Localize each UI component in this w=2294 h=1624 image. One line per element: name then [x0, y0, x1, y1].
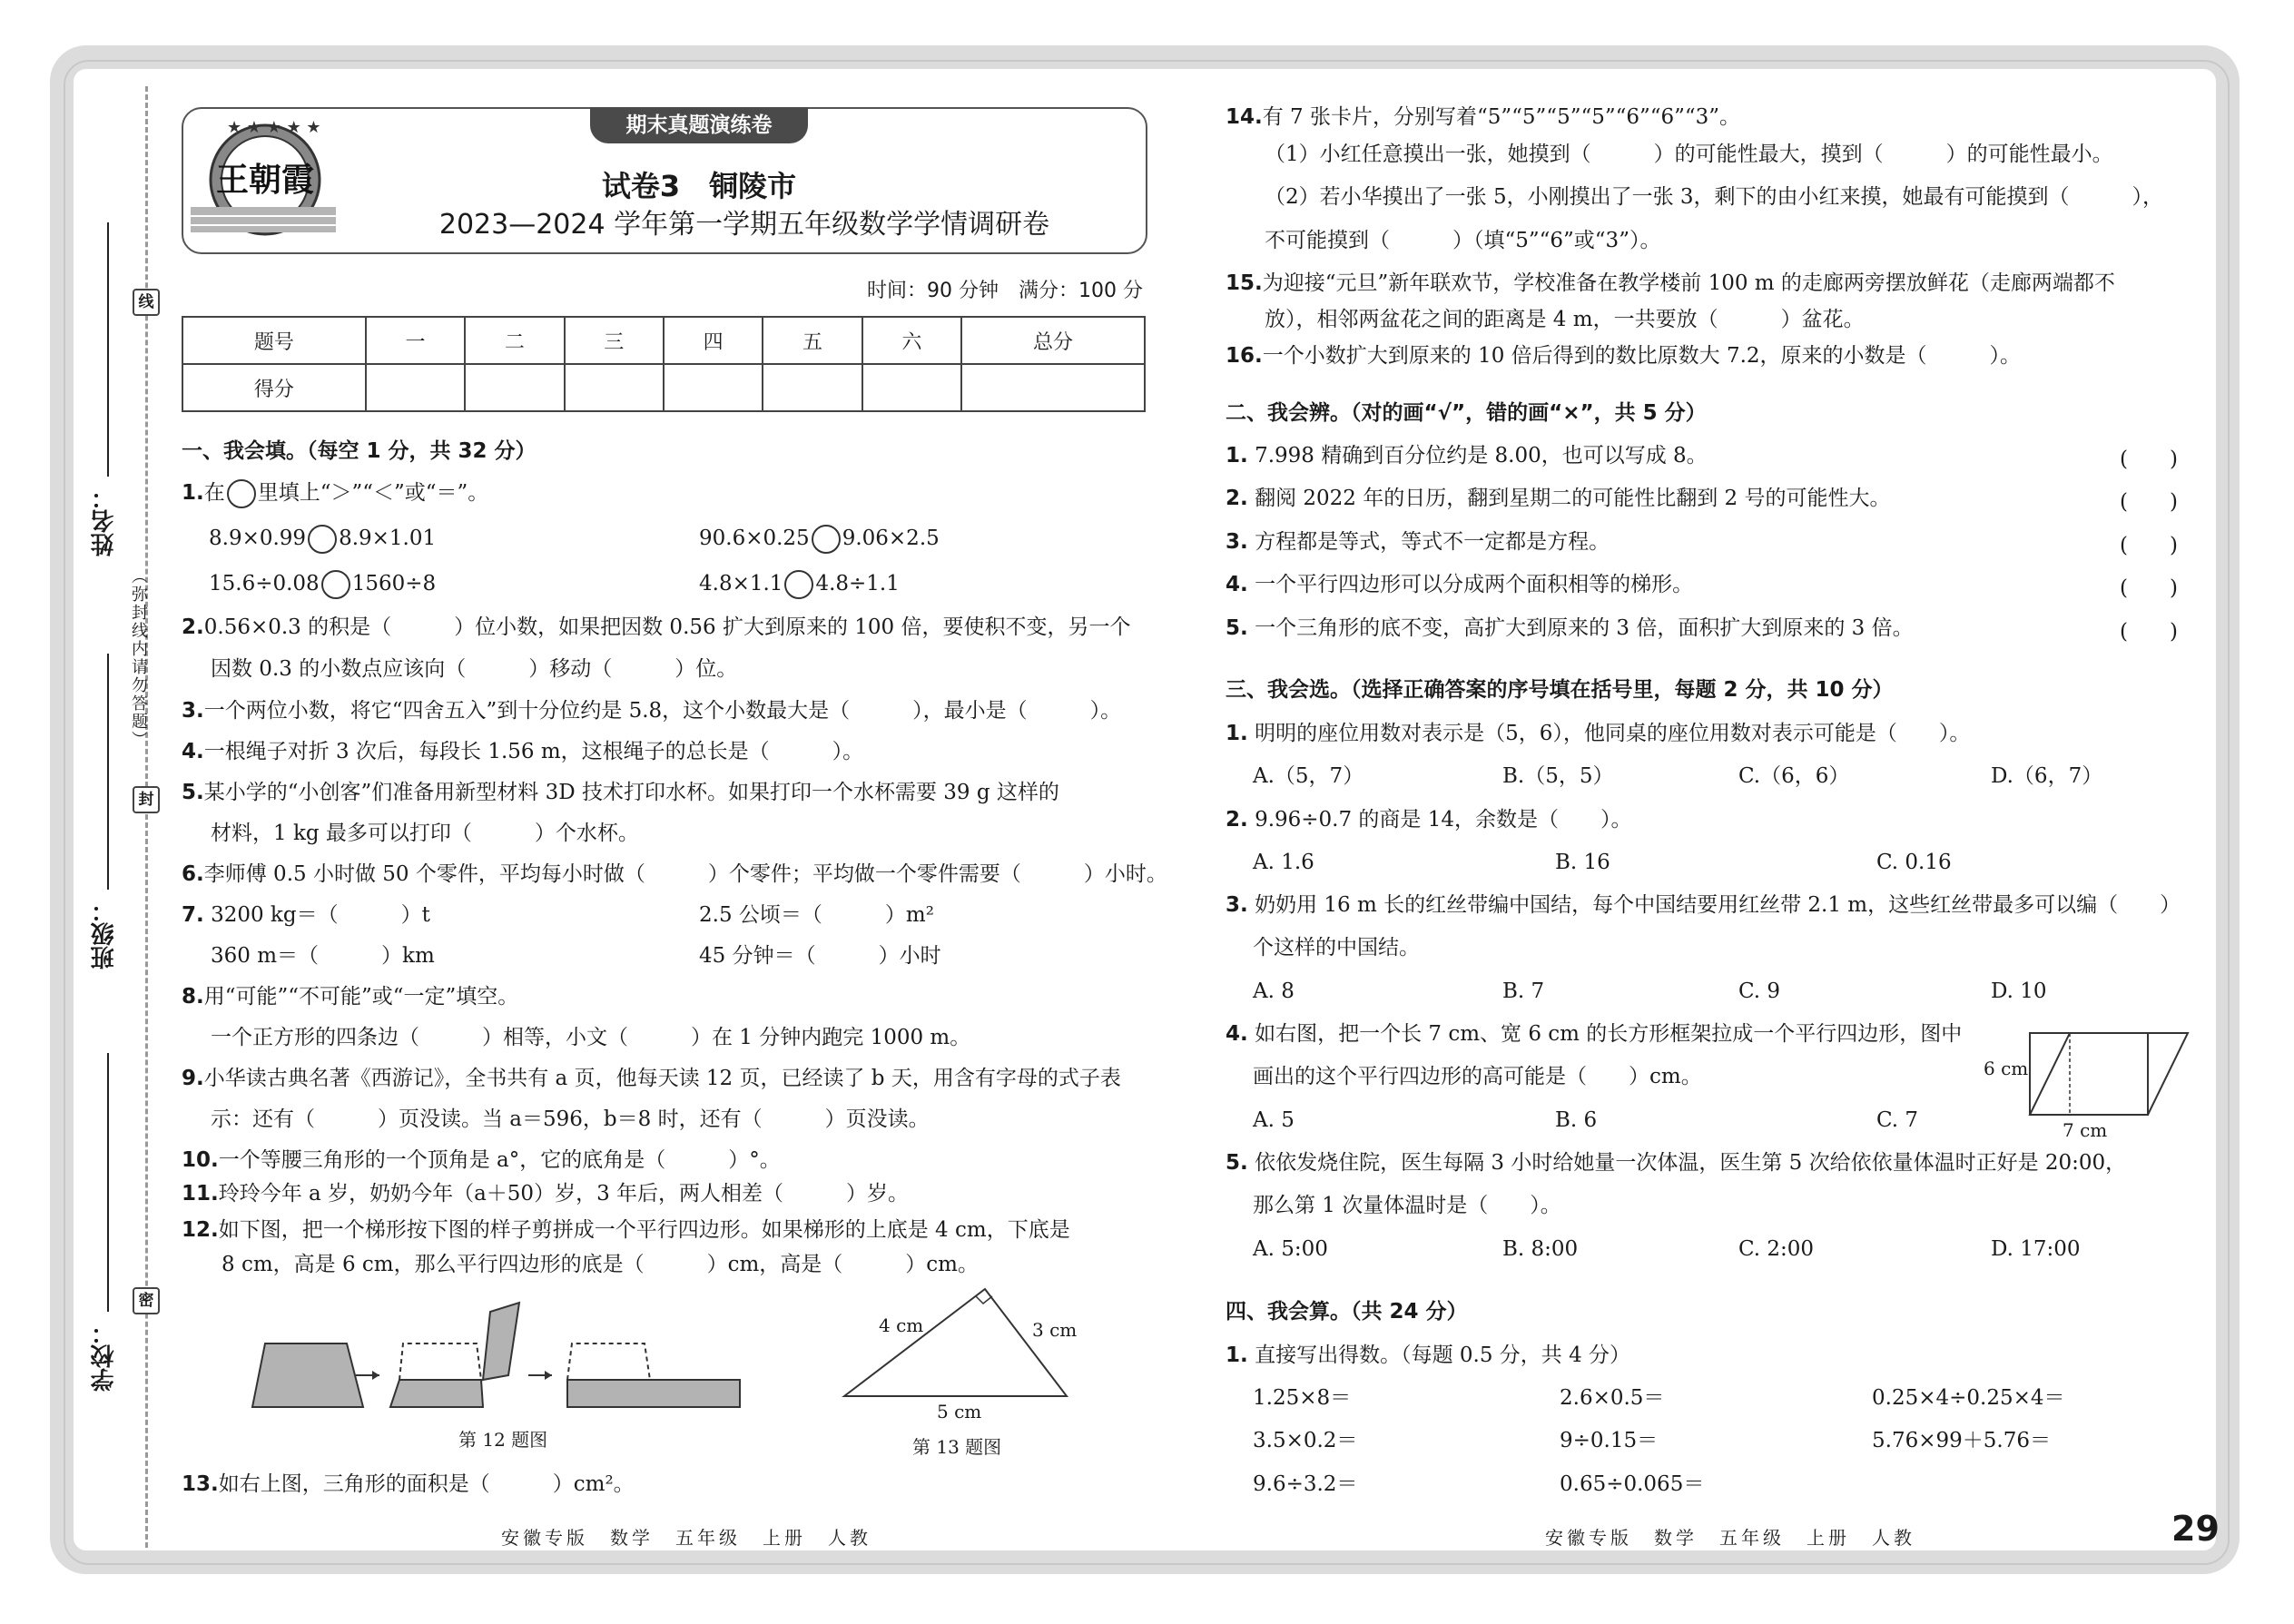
score-cell: 四: [664, 317, 763, 364]
circle-blank[interactable]: [784, 570, 813, 599]
score-cell: 二: [465, 317, 564, 364]
q14-line3: （2）若小华摸出了一张 5，小刚摸出了一张 3，剩下的由小红来摸，她最有可能摸到（ ），: [1265, 185, 2164, 209]
choice-1-c: C.（6，6）: [1738, 764, 1850, 788]
circle-blank[interactable]: [812, 525, 841, 554]
calc-item: 0.65÷0.065＝: [1560, 1472, 1705, 1496]
calc-item: 2.6×0.5＝: [1560, 1386, 1665, 1410]
figure-parallelogram: [2024, 1017, 2197, 1121]
triangle-side-c: 5 cm: [937, 1401, 982, 1422]
q-num: 1.: [182, 481, 204, 505]
q5-line2: 材料，1 kg 最多可以打印（ ）个水杯。: [211, 822, 639, 845]
exam-badge: 期末真题演练卷: [590, 107, 808, 143]
q7-b: 2.5 公顷＝（ ）m²: [699, 903, 934, 927]
q10-line: 10.一个等腰三角形的一个顶角是 a°，它的底角是（ ）°。: [182, 1148, 781, 1172]
answer-paren[interactable]: ( ): [2120, 620, 2178, 644]
choice-5-c: C. 2:00: [1738, 1237, 1815, 1261]
school-write-line: [107, 1053, 109, 1312]
q8-line1: 8.用“可能”“不可能”或“一定”填空。: [182, 985, 519, 1009]
q5-line1: 5.某小学的“小创客”们准备用新型材料 3D 技术打印水杯。如果打印一个水杯需要 39 g 这样的: [182, 781, 1059, 804]
triangle-side-a: 4 cm: [879, 1314, 924, 1336]
q1-row2-left: 15.6÷0.08 1560÷8: [209, 570, 436, 599]
score-cell: 总分: [961, 317, 1145, 364]
seal-xian: 线: [133, 289, 160, 316]
q2-line2: 因数 0.3 的小数点应该向（ ）移动（ ）位。: [211, 657, 738, 681]
score-cell: 一: [366, 317, 465, 364]
exam-title: 试卷3 铜陵市: [601, 169, 797, 203]
score-header-row: [182, 317, 1145, 364]
figure-13: [840, 1280, 1085, 1416]
right-footer: 安徽专版 数学 五年级 上册 人教: [1545, 1527, 1915, 1549]
score-label: 得分: [182, 364, 366, 411]
choice-4-line1: 4. 如右图，把一个长 7 cm、宽 6 cm 的长方形框架拉成一个平行四边形，图中: [1226, 1022, 1963, 1046]
logo-text: 王朝霞: [215, 162, 315, 199]
triangle-side-b: 3 cm: [1032, 1319, 1078, 1341]
q9-line2: 示：还有（ ）页没读。当 a＝596，b＝8 时，还有（ ）页没读。: [211, 1107, 930, 1131]
q4-line: 4.一根绳子对折 3 次后，每段长 1.56 m，这根绳子的总长是（ ）。: [182, 740, 864, 763]
name-label: 姓名：: [91, 486, 118, 556]
choice-3-line1: 3. 奶奶用 16 m 长的红丝带编中国结，每个中国结要用红丝带 2.1 m，这些红丝带最多可以编（ ）: [1226, 893, 2181, 917]
q16-line: 16.一个小数扩大到原来的 10 倍后得到的数比原数大 7.2，原来的小数是（ ）。: [1226, 344, 2022, 368]
calc-item: 1.25×8＝: [1253, 1386, 1352, 1410]
figure-12-caption: 第 12 题图: [458, 1429, 548, 1451]
q6-line: 6.李师傅 0.5 小时做 50 个零件，平均每小时做（ ）个零件；平均做一个零件需要（ ）小时。: [182, 862, 1167, 886]
circle-blank[interactable]: [308, 525, 337, 554]
q1-row1-left: 8.9×0.99 8.9×1.01: [209, 525, 436, 554]
q14-line4: 不可能摸到（ ）（填“5”“6”或“3”）。: [1265, 229, 1661, 252]
section-2-title: 二、我会辨。（对的画“√”，错的画“×”，共 5 分）: [1226, 401, 1707, 425]
choice-4-c: C. 7: [1876, 1108, 1919, 1132]
fig-height-label: 6 cm: [1984, 1058, 2029, 1079]
binding-warning: （弥封线内请勿答题）: [129, 567, 148, 749]
judge-2: 2. 翻阅 2022 年的日历，翻到星期二的可能性比翻到 2 号的可能性大。: [1226, 487, 1891, 510]
judge-1: 1. 7.998 精确到百分位约是 8.00，也可以写成 8。: [1226, 444, 1708, 468]
choice-4-b: B. 6: [1555, 1108, 1598, 1132]
q15-line2: 放），相邻两盆花之间的距离是 4 m，一共要放（ ）盆花。: [1265, 308, 1865, 331]
choice-4-line2: 画出的这个平行四边形的高可能是（ ）cm。: [1253, 1065, 1702, 1088]
q14-line2: （1）小红任意摸出一张，她摸到（ ）的可能性最大，摸到（ ）的可能性最小。: [1265, 143, 2113, 166]
answer-paren[interactable]: ( ): [2120, 490, 2178, 514]
choice-5-line1: 5. 依依发烧住院，医生每隔 3 小时给她量一次体温，医生第 5 次给依依量体温时正好是 20:00，: [1226, 1151, 2127, 1175]
answer-paren[interactable]: ( ): [2120, 534, 2178, 557]
figure-13-caption: 第 13 题图: [912, 1436, 1002, 1458]
section-1-title: 一、我会填。（每空 1 分，共 32 分）: [182, 439, 537, 463]
fig-width-label: 7 cm: [2063, 1119, 2108, 1141]
q1-text2: 里填上“＞”“＜”或“＝”。: [257, 481, 489, 505]
score-value-row: [182, 364, 1145, 411]
calc-item: 9.6÷3.2＝: [1253, 1472, 1358, 1496]
score-input[interactable]: [763, 364, 861, 411]
choice-5-d: D. 17:00: [1991, 1237, 2081, 1261]
calc-item: 3.5×0.2＝: [1253, 1429, 1358, 1452]
seal-feng: 封: [133, 786, 160, 813]
q15-line1: 15.为迎接“元旦”新年联欢节，学校准备在教学楼前 100 m 的走廊两旁摆放鲜花（走廊两端都不: [1226, 271, 2115, 295]
choice-1-a: A.（5，7）: [1253, 764, 1364, 788]
answer-paren[interactable]: ( ): [2120, 576, 2178, 600]
class-write-line: [107, 654, 109, 890]
choice-5-b: B. 8:00: [1502, 1237, 1579, 1261]
choice-1-b: B.（5，5）: [1502, 764, 1614, 788]
class-label: 班级：: [91, 899, 118, 969]
score-input[interactable]: [565, 364, 664, 411]
choice-1-d: D.（6，7）: [1991, 764, 2103, 788]
score-input[interactable]: [465, 364, 564, 411]
q7-c: 360 m＝（ ）km: [211, 944, 435, 968]
score-input[interactable]: [664, 364, 763, 411]
figure-12: [245, 1294, 790, 1412]
section-3-title: 三、我会选。（选择正确答案的序号填在括号里，每题 2 分，共 10 分）: [1226, 678, 1894, 702]
calc-item: 9÷0.15＝: [1560, 1429, 1659, 1452]
calc-item: 5.76×99＋5.76＝: [1872, 1429, 2051, 1452]
q1-row2-right: 4.8×1.1 4.8÷1.1: [699, 570, 900, 599]
answer-paren[interactable]: ( ): [2120, 448, 2178, 471]
time-info: 时间：90 分钟 满分：100 分: [867, 280, 1143, 302]
q1-text: 在: [203, 481, 225, 505]
choice-2: 2. 9.96÷0.7 的商是 14，余数是（ ）。: [1226, 808, 1632, 832]
score-cell: 六: [862, 317, 961, 364]
brand-logo: [191, 116, 336, 243]
q1-line: [182, 479, 488, 508]
section-4-title: 四、我会算。（共 24 分）: [1226, 1300, 1468, 1324]
choice-3-line2: 个这样的中国结。: [1253, 936, 1420, 960]
q8-line2: 一个正方形的四条边（ ）相等，小文（ ）在 1 分钟内跑完 1000 m。: [211, 1026, 971, 1049]
q11-line: 11.玲玲今年 a 岁，奶奶今年（a＋50）岁，3 年后，两人相差（ ）岁。: [182, 1182, 910, 1206]
q9-line1: 9.小华读古典名著《西游记》，全书共有 a 页，他每天读 12 页，已经读了 b 天，用含有字母的式子表: [182, 1067, 1121, 1090]
choice-3-d: D. 10: [1991, 979, 2047, 1003]
score-cell: 三: [565, 317, 664, 364]
circle-blank[interactable]: [321, 570, 350, 599]
choice-4-a: A. 5: [1253, 1108, 1295, 1132]
q3-line: 3.一个两位小数，将它“四舍五入”到十分位约是 5.8，这个小数最大是（ ），最小是（ ）。: [182, 699, 1122, 723]
calc-intro: 1. 直接写出得数。（每题 0.5 分，共 4 分）: [1226, 1343, 1631, 1367]
q1-row1-right: 90.6×0.25 9.06×2.5: [699, 525, 940, 554]
judge-3: 3. 方程都是等式，等式不一定都是方程。: [1226, 530, 1610, 554]
score-cell: 五: [763, 317, 861, 364]
q12-line2: 8 cm，高是 6 cm，那么平行四边形的底是（ ）cm，高是（ ）cm。: [222, 1253, 979, 1276]
left-footer: 安徽专版 数学 五年级 上册 人教: [501, 1527, 871, 1549]
score-table: [182, 316, 1146, 412]
score-input[interactable]: [366, 364, 465, 411]
score-input[interactable]: [862, 364, 961, 411]
choice-3-c: C. 9: [1738, 979, 1781, 1003]
choice-5-a: A. 5:00: [1253, 1237, 1328, 1261]
choice-2-b: B. 16: [1555, 851, 1610, 874]
calc-item: 0.25×4÷0.25×4＝: [1872, 1386, 2065, 1410]
name-write-line: [107, 222, 109, 477]
q7-d: 45 分钟＝（ ）小时: [699, 944, 941, 968]
page-number: 29: [2171, 1509, 2220, 1549]
choice-3-a: A. 8: [1253, 979, 1295, 1003]
choice-5-line2: 那么第 1 次量体温时是（ ）。: [1253, 1194, 1561, 1217]
score-cell: 题号: [182, 317, 366, 364]
choice-2-c: C. 0.16: [1876, 851, 1952, 874]
choice-1: 1. 明明的座位用数对表示是（5，6），他同桌的座位用数对表示可能是（ ）。: [1226, 722, 1971, 745]
choice-3-b: B. 7: [1502, 979, 1545, 1003]
q13-line: 13.如右上图，三角形的面积是（ ）cm²。: [182, 1472, 635, 1496]
circle-blank[interactable]: [227, 479, 256, 508]
q7-a: 7. 3200 kg＝（ ）t: [182, 903, 430, 927]
exam-subtitle: 2023—2024 学年第一学期五年级数学学情调研卷: [438, 209, 1050, 241]
judge-5: 5. 一个三角形的底不变，高扩大到原来的 3 倍，面积扩大到原来的 3 倍。: [1226, 616, 1914, 640]
score-input[interactable]: [961, 364, 1145, 411]
seal-mi: 密: [133, 1287, 160, 1314]
school-label: 学校：: [91, 1321, 118, 1392]
judge-4: 4. 一个平行四边形可以分成两个面积相等的梯形。: [1226, 573, 1694, 596]
q12-line1: 12.如下图，把一个梯形按下图的样子剪拼成一个平行四边形。如果梯形的上底是 4 cm，下底是: [182, 1218, 1070, 1242]
q14-line1: 14.有 7 张卡片，分别写着“5”“5”“5”“5”“6”“6”“3”。: [1226, 105, 1741, 129]
svg-text:★ ★ ★ ★ ★: ★ ★ ★ ★ ★: [227, 118, 321, 137]
choice-2-a: A. 1.6: [1253, 851, 1314, 874]
q2-line1: 2.0.56×0.3 的积是（ ）位小数，如果把因数 0.56 扩大到原来的 100 倍，要使积不变，另一个: [182, 615, 1131, 639]
